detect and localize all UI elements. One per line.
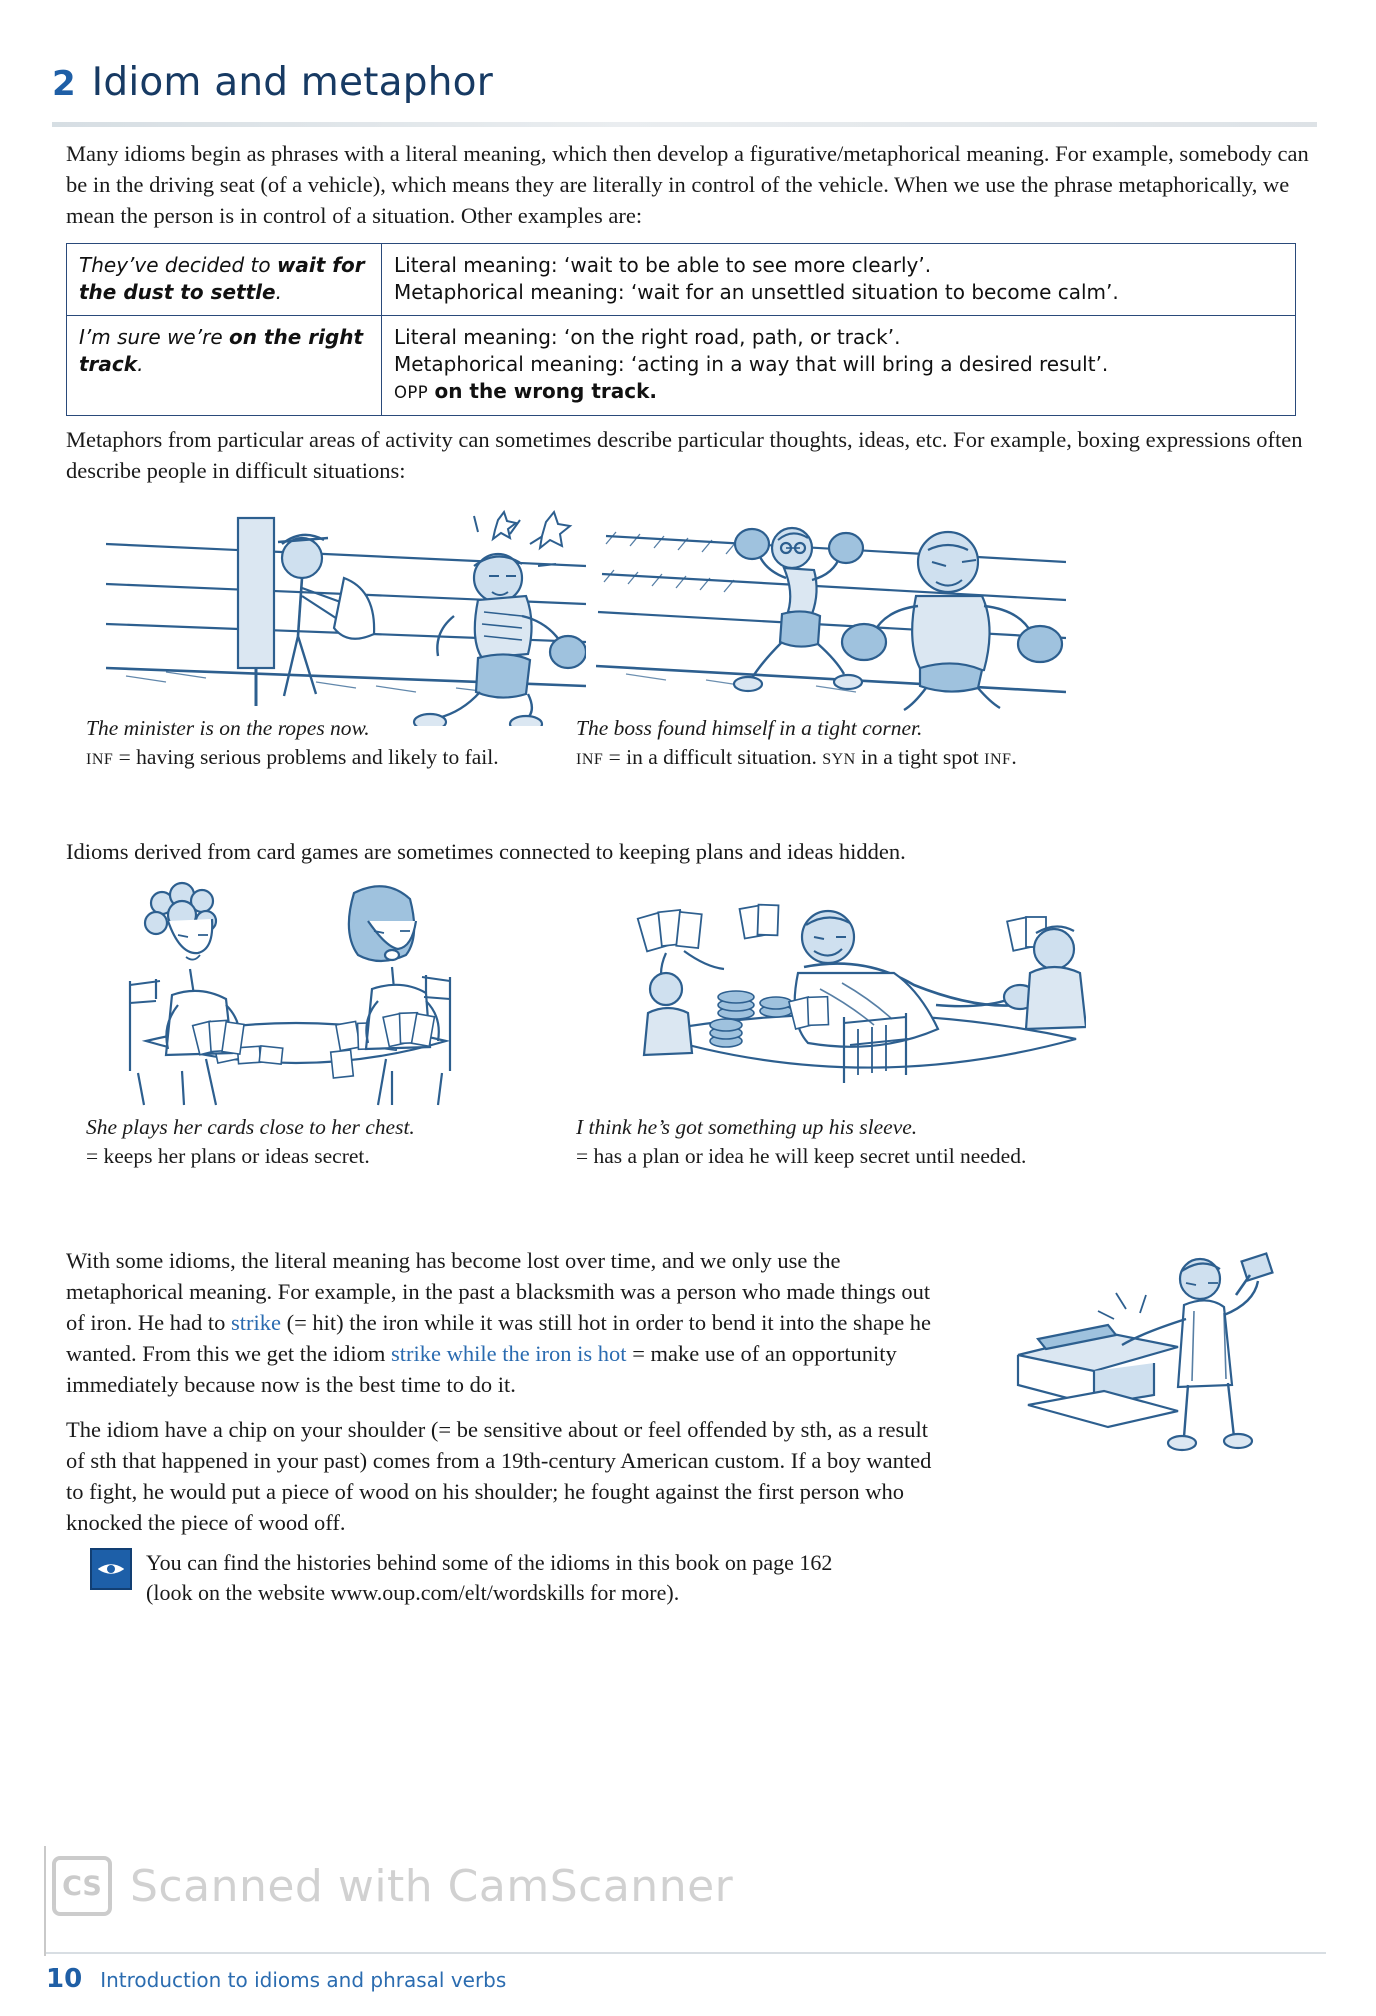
caption-italic (86, 1113, 556, 1142)
definition-text: = having serious problems and likely to fail. (113, 745, 499, 769)
note-text (146, 1548, 832, 1608)
phrase-text-2: I’m sure we’re (79, 325, 229, 349)
boxing-corner-illustration (596, 496, 1066, 726)
table-row (67, 244, 1296, 316)
metaphorical-meaning: Metaphorical meaning: ‘acting in a way that will bring a desired result’. (394, 352, 1109, 376)
blacksmith-block (66, 1245, 1318, 1538)
caption-italic (576, 1113, 1136, 1142)
example-meaning-cell (382, 316, 1296, 416)
example-phrase-cell (67, 244, 382, 316)
boxing-ropes-illustration (106, 496, 586, 726)
camscanner-text: Scanned with CamScanner (130, 1860, 734, 1912)
chip-paragraph: The idiom have a chip on your shoulder (= be sensitive about or feel offended by sth, as a result of sth that happened in your past) comes from a 19th-century American custom. If a boy wanted to fight, he would put a piece of wood on his shoulder; he fought against the first person who knocked the piece of wood off. (66, 1417, 932, 1535)
card-illustrations (66, 873, 1318, 1203)
idiom-phrase: strike while the iron is hot (390, 1341, 627, 1366)
syn-end: . (1011, 745, 1017, 769)
two-women-cards-illustration (86, 873, 516, 1108)
footer-divider (46, 1952, 1326, 1954)
example-phrase-cell (67, 316, 382, 416)
syn-text: in a tight spot (855, 745, 985, 769)
phrase-bold-1: wait for the dust to settle (79, 253, 365, 304)
caption-italic (576, 714, 1136, 743)
phrase-bold-2: on the right track (79, 325, 364, 376)
phrase-text-2b: . (137, 352, 144, 376)
text-part-c: = make use of an opportunity immediately because now is the best time to do it. (66, 1341, 897, 1397)
opposite-line (394, 378, 1285, 406)
caption-italic (86, 714, 566, 743)
phrase-text-1b: . (275, 280, 282, 304)
intro-paragraph: Many idioms begin as phrases with a literal meaning, which then develop a figurative/metaphorical meaning. For example, somebody can be in the driving seat (of a vehicle), which means they are literally in control of the vehicle. When we use the phrase metaphorically, we mean the person is in control of a situation. Other examples are: (66, 141, 1309, 228)
boxing-right-caption (576, 714, 1136, 774)
definition-text: = in a difficult situation. (603, 745, 823, 769)
caption-text: The boss found himself in a tight corner. (576, 716, 923, 740)
note-line-2: (look on the website www.oup.com/elt/wordskills for more). (146, 1580, 680, 1605)
opp-text: on the wrong track. (434, 379, 657, 403)
syn-register-label: INF (984, 751, 1012, 768)
syn-label: SYN (822, 751, 856, 768)
header-divider (52, 122, 1317, 127)
boxing-illustrations (66, 496, 1318, 796)
text-part-a: With some idioms, the literal meaning has become lost over time, and we only use the metaphorical meaning. For example, in the past a blacksmith was a person who made things out of iron. He had to (66, 1248, 931, 1335)
opp-label: OPP (394, 383, 429, 402)
table-row (67, 316, 1296, 416)
unit-number: 2 (52, 64, 76, 104)
page-content (66, 138, 1318, 1608)
register-label: INF (576, 751, 604, 768)
caption-definition: = keeps her plans or ideas secret. (86, 1144, 370, 1168)
caption-text: I think he’s got something up his sleeve. (576, 1115, 918, 1139)
caption-definition: = has a plan or idea he will keep secret until needed. (576, 1144, 1027, 1168)
literal-meaning: Literal meaning: ‘wait to be able to see more clearly’. (394, 253, 932, 277)
caption-definition (86, 743, 566, 774)
blacksmith-paragraph (66, 1245, 936, 1400)
poker-table-illustration (606, 893, 1086, 1113)
strike-word: strike (230, 1310, 281, 1335)
cards-right-caption (576, 1113, 1136, 1171)
caption-text: She plays her cards close to her chest. (86, 1115, 415, 1139)
cards-left-caption (86, 1113, 556, 1171)
page-footer (46, 1964, 506, 1994)
blacksmith-illustration (998, 1235, 1288, 1455)
text-part-b: (= hit) the iron while it was still hot in order to bend it into the shape he wanted. From this we get the idiom (66, 1310, 932, 1366)
boxing-left-caption (86, 714, 566, 774)
camscanner-badge: CS (52, 1856, 112, 1916)
metaphor-intro-paragraph: Metaphors from particular areas of activity can sometimes describe particular thoughts, ideas, etc. For example, boxing expressions often describe people in difficult situations: (66, 427, 1303, 483)
eye-icon (90, 1548, 132, 1590)
phrase-text-1: They’ve decided to (79, 253, 277, 277)
website-note (90, 1548, 1318, 1608)
metaphorical-meaning: Metaphorical meaning: ‘wait for an unsettled situation to become calm’. (394, 280, 1119, 304)
page-number: 10 (46, 1964, 83, 1994)
scan-edge-line (44, 1846, 46, 1956)
example-meaning-cell (382, 244, 1296, 316)
camscanner-watermark (52, 1856, 733, 1916)
literal-meaning: Literal meaning: ‘on the right road, path, or track’. (394, 325, 901, 349)
page-title: Idiom and metaphor (91, 60, 493, 105)
caption-definition (576, 743, 1136, 774)
caption-text: The minister is on the ropes now. (86, 716, 370, 740)
examples-table (66, 243, 1296, 416)
register-label: INF (86, 751, 114, 768)
page-header (52, 60, 1332, 105)
footer-section-title: Introduction to idioms and phrasal verbs (100, 1968, 507, 1992)
note-line-1: You can find the histories behind some of the idioms in this book on page 162 (146, 1550, 833, 1575)
cards-intro-paragraph: Idioms derived from card games are sometimes connected to keeping plans and ideas hidden. (66, 839, 906, 864)
